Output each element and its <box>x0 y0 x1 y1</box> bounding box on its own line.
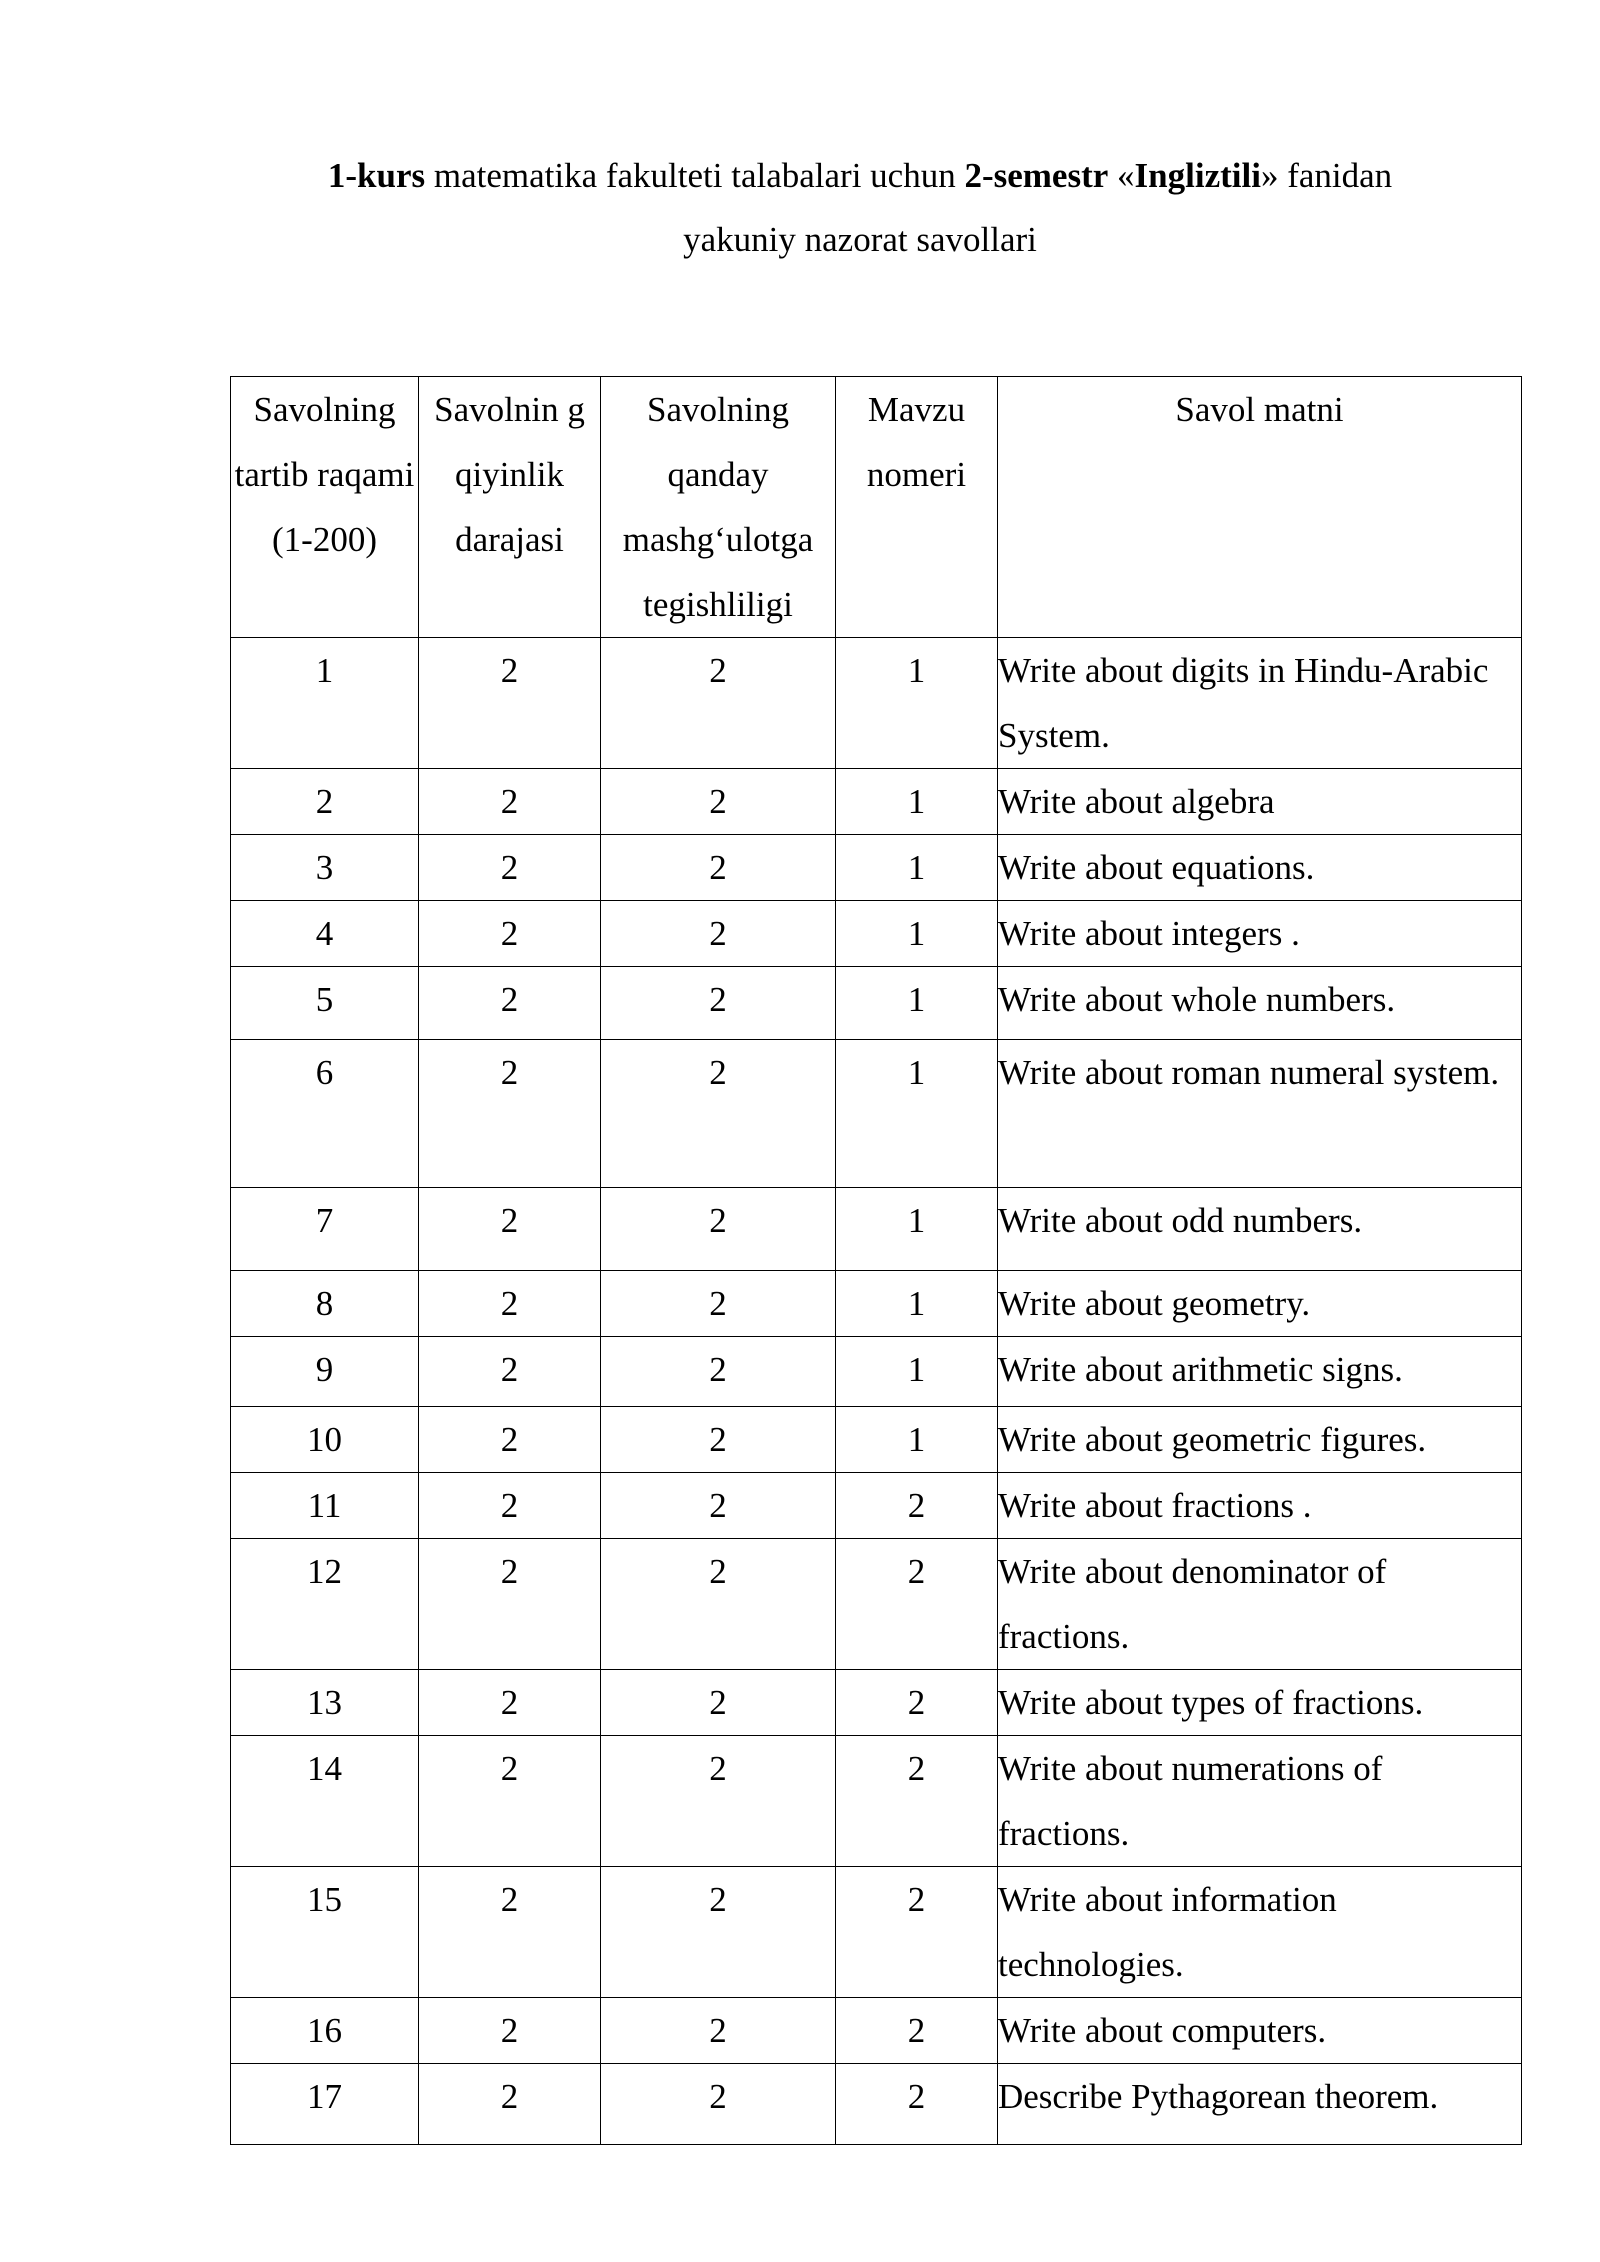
cell-topic-number: 1 <box>836 1188 998 1271</box>
cell-question-text: Write about geometric figures. <box>998 1407 1522 1473</box>
table-row <box>231 1473 1522 1539</box>
cell-order-number: 5 <box>231 967 419 1040</box>
table-row <box>231 1040 1522 1188</box>
cell-lesson-type: 2 <box>601 1040 836 1188</box>
cell-topic-number: 2 <box>836 1473 998 1539</box>
title-faculty-text: matematika fakulteti talabalari uchun <box>425 156 965 195</box>
cell-difficulty: 2 <box>419 1188 601 1271</box>
table-row <box>231 967 1522 1040</box>
cell-topic-number: 2 <box>836 2064 998 2145</box>
cell-difficulty: 2 <box>419 638 601 769</box>
table-row <box>231 1271 1522 1337</box>
cell-order-number: 10 <box>231 1407 419 1473</box>
cell-lesson-type: 2 <box>601 1271 836 1337</box>
cell-difficulty: 2 <box>419 1539 601 1670</box>
cell-lesson-type: 2 <box>601 1473 836 1539</box>
document-subtitle: yakuniy nazorat savollari <box>683 220 1037 259</box>
cell-order-number: 3 <box>231 835 419 901</box>
cell-question-text: Write about computers. <box>998 1998 1522 2064</box>
cell-order-number: 7 <box>231 1188 419 1271</box>
cell-difficulty: 2 <box>419 1670 601 1736</box>
cell-lesson-type: 2 <box>601 1670 836 1736</box>
cell-lesson-type: 2 <box>601 835 836 901</box>
cell-topic-number: 1 <box>836 967 998 1040</box>
cell-question-text: Write about arithmetic signs. <box>998 1337 1522 1407</box>
cell-topic-number: 2 <box>836 1670 998 1736</box>
cell-order-number: 8 <box>231 1271 419 1337</box>
cell-order-number: 14 <box>231 1736 419 1867</box>
cell-question-text: Write about denominator of fractions. <box>998 1539 1522 1670</box>
cell-lesson-type: 2 <box>601 638 836 769</box>
header-topic-number: Mavzu nomeri <box>836 377 998 638</box>
cell-lesson-type: 2 <box>601 1998 836 2064</box>
cell-question-text: Write about digits in Hindu-Arabic System. <box>998 638 1522 769</box>
cell-order-number: 4 <box>231 901 419 967</box>
cell-lesson-type: 2 <box>601 1736 836 1867</box>
cell-lesson-type: 2 <box>601 1407 836 1473</box>
table-row <box>231 835 1522 901</box>
cell-order-number: 1 <box>231 638 419 769</box>
table-row <box>231 638 1522 769</box>
table-row <box>231 1337 1522 1407</box>
cell-difficulty: 2 <box>419 1407 601 1473</box>
table-header-row <box>231 377 1522 638</box>
cell-order-number: 17 <box>231 2064 419 2145</box>
cell-question-text: Describe Pythagorean theorem. <box>998 2064 1522 2145</box>
table-row <box>231 1407 1522 1473</box>
title-quote-close: » fanidan <box>1260 156 1393 195</box>
table-row <box>231 1670 1522 1736</box>
header-difficulty: Savolnin g qiyinlik darajasi <box>419 377 601 638</box>
cell-topic-number: 2 <box>836 1539 998 1670</box>
table-row <box>231 1867 1522 1998</box>
cell-lesson-type: 2 <box>601 1337 836 1407</box>
cell-lesson-type: 2 <box>601 1188 836 1271</box>
cell-topic-number: 1 <box>836 638 998 769</box>
cell-question-text: Write about whole numbers. <box>998 967 1522 1040</box>
cell-lesson-type: 2 <box>601 901 836 967</box>
cell-order-number: 11 <box>231 1473 419 1539</box>
cell-difficulty: 2 <box>419 769 601 835</box>
document-title <box>230 156 1490 196</box>
cell-topic-number: 1 <box>836 1337 998 1407</box>
cell-question-text: Write about algebra <box>998 769 1522 835</box>
cell-order-number: 12 <box>231 1539 419 1670</box>
cell-difficulty: 2 <box>419 2064 601 2145</box>
table-row <box>231 1998 1522 2064</box>
table-row <box>231 901 1522 967</box>
cell-topic-number: 2 <box>836 1867 998 1998</box>
cell-topic-number: 1 <box>836 901 998 967</box>
cell-topic-number: 1 <box>836 835 998 901</box>
cell-difficulty: 2 <box>419 1337 601 1407</box>
cell-difficulty: 2 <box>419 967 601 1040</box>
table-body <box>231 638 1522 2145</box>
cell-topic-number: 1 <box>836 769 998 835</box>
cell-order-number: 9 <box>231 1337 419 1407</box>
cell-topic-number: 1 <box>836 1040 998 1188</box>
cell-order-number: 2 <box>231 769 419 835</box>
cell-difficulty: 2 <box>419 1473 601 1539</box>
title-subject: Ingliztili <box>1134 156 1261 195</box>
cell-topic-number: 1 <box>836 1271 998 1337</box>
table-row <box>231 1188 1522 1271</box>
cell-question-text: Write about roman numeral system. <box>998 1040 1522 1188</box>
cell-order-number: 16 <box>231 1998 419 2064</box>
header-order-number: Savolning tartib raqami (1-200) <box>231 377 419 638</box>
cell-topic-number: 2 <box>836 1736 998 1867</box>
cell-order-number: 6 <box>231 1040 419 1188</box>
cell-question-text: Write about integers . <box>998 901 1522 967</box>
cell-order-number: 15 <box>231 1867 419 1998</box>
header-lesson-type: Savolning qanday mashg‘ulotga tegishliligi <box>601 377 836 638</box>
cell-question-text: Write about geometry. <box>998 1271 1522 1337</box>
cell-lesson-type: 2 <box>601 967 836 1040</box>
cell-difficulty: 2 <box>419 835 601 901</box>
cell-difficulty: 2 <box>419 901 601 967</box>
cell-difficulty: 2 <box>419 1040 601 1188</box>
cell-question-text: Write about equations. <box>998 835 1522 901</box>
cell-difficulty: 2 <box>419 1736 601 1867</box>
questions-table <box>230 376 1522 2145</box>
table-row <box>231 769 1522 835</box>
title-course: 1-kurs <box>327 156 426 195</box>
title-quote-open: « <box>1108 156 1135 195</box>
cell-difficulty: 2 <box>419 1271 601 1337</box>
cell-question-text: Write about odd numbers. <box>998 1188 1522 1271</box>
cell-lesson-type: 2 <box>601 1867 836 1998</box>
cell-difficulty: 2 <box>419 1998 601 2064</box>
cell-topic-number: 2 <box>836 1998 998 2064</box>
cell-lesson-type: 2 <box>601 2064 836 2145</box>
cell-question-text: Write about fractions . <box>998 1473 1522 1539</box>
header-question-text: Savol matni <box>998 377 1522 638</box>
title-semester: 2-semestr <box>964 156 1109 195</box>
cell-lesson-type: 2 <box>601 1539 836 1670</box>
table-row <box>231 1539 1522 1670</box>
cell-topic-number: 1 <box>836 1407 998 1473</box>
cell-question-text: Write about information technologies. <box>998 1867 1522 1998</box>
cell-question-text: Write about types of fractions. <box>998 1670 1522 1736</box>
cell-lesson-type: 2 <box>601 769 836 835</box>
cell-order-number: 13 <box>231 1670 419 1736</box>
cell-difficulty: 2 <box>419 1867 601 1998</box>
table-row <box>231 1736 1522 1867</box>
cell-question-text: Write about numerations of fractions. <box>998 1736 1522 1867</box>
table-row <box>231 2064 1522 2145</box>
